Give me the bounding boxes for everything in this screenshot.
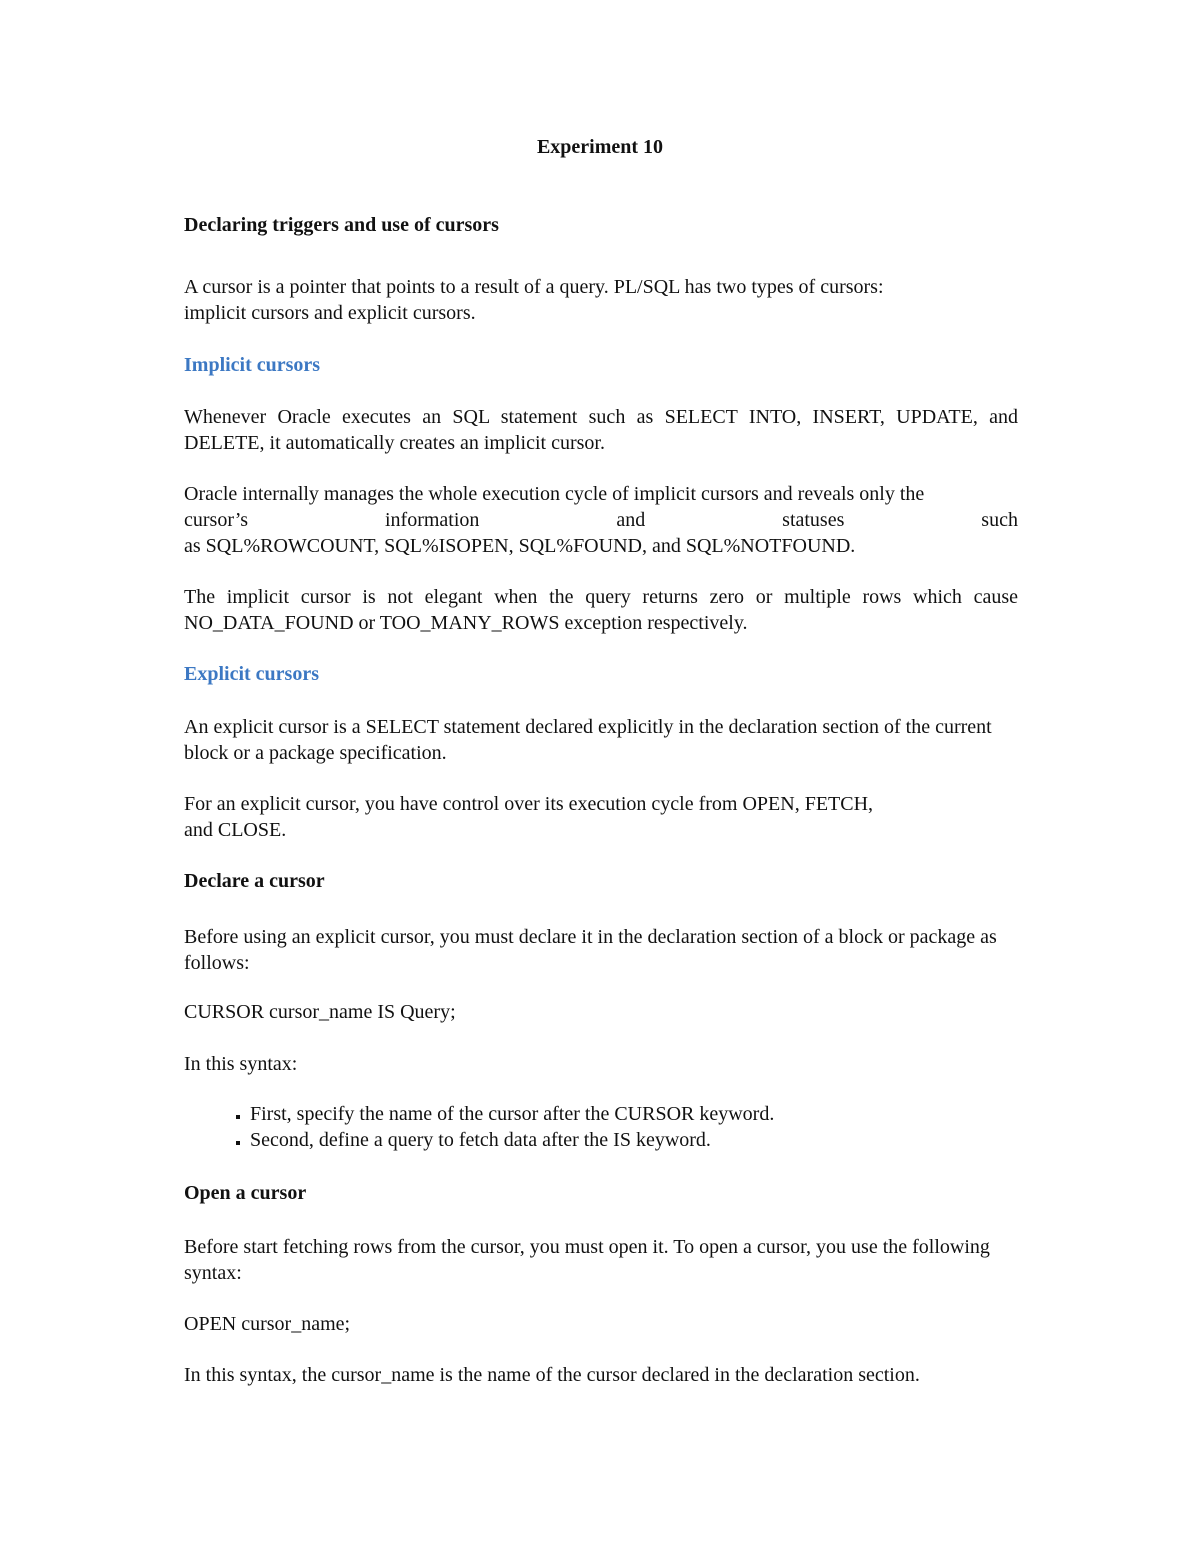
implicit-paragraph-3: The implicit cursor is not elegant when the query returns zero or multiple rows which cause NO_DATA_FOUND or TOO_MANY_ROWS exception respectively. [184, 586, 1018, 634]
declare-cursor-heading: Declare a cursor [184, 870, 325, 892]
implicit-p2-line-3: as SQL%ROWCOUNT, SQL%ISOPEN, SQL%FOUND, and SQL%NOTFOUND. [184, 535, 856, 557]
open-paragraph: Before start fetching rows from the cursor, you must open it. To open a cursor, you use the following syntax: [184, 1236, 990, 1284]
declare-bullet-list [184, 1101, 1084, 1153]
explicit-p2-line-2: and CLOSE. [184, 819, 287, 841]
implicit-paragraph-1: Whenever Oracle executes an SQL statement such as SELECT INTO, INSERT, UPDATE, and DELETE, it automatically creates an implicit cursor. [184, 406, 1018, 454]
intro-line-2: implicit cursors and explicit cursors. [184, 302, 476, 324]
intro-paragraph [184, 274, 1018, 326]
declare-syntax: CURSOR cursor_name IS Query; [184, 1001, 456, 1023]
declare-paragraph: Before using an explicit cursor, you must declare it in the declaration section of a block or package as follows: [184, 926, 997, 974]
explicit-paragraph-1: An explicit cursor is a SELECT statement declared explicitly in the declaration section of the current block or a package specification. [184, 716, 992, 764]
implicit-p2-line-1: Oracle internally manages the whole execution cycle of implicit cursors and reveals only the [184, 483, 925, 505]
word: cursor’s [184, 509, 249, 531]
open-paragraph-2: In this syntax, the cursor_name is the name of the cursor declared in the declaration section. [184, 1364, 920, 1386]
word: and [616, 509, 646, 531]
open-cursor-heading: Open a cursor [184, 1182, 307, 1204]
list-item: ▪ First, specify the name of the cursor after the CURSOR keyword. [250, 1101, 1084, 1127]
implicit-cursors-heading: Implicit cursors [184, 354, 321, 376]
open-syntax: OPEN cursor_name; [184, 1313, 351, 1335]
document-title: Experiment 10 [536, 136, 664, 158]
explicit-paragraph-2 [184, 791, 1018, 843]
explicit-p2-line-1: For an explicit cursor, you have control over its execution cycle from OPEN, FETCH, [184, 793, 874, 815]
intro-line-1: A cursor is a pointer that points to a result of a query. PL/SQL has two types of cursors: [184, 276, 884, 298]
list-item: ▪ Second, define a query to fetch data after the IS keyword. [250, 1127, 1084, 1153]
word: such [981, 509, 1018, 531]
word: information [384, 509, 480, 531]
word: statuses [782, 509, 845, 531]
explicit-cursors-heading: Explicit cursors [184, 663, 319, 685]
declare-syntax-note: In this syntax: [184, 1053, 298, 1075]
implicit-p2-line-2 [184, 507, 1018, 533]
section-heading: Declaring triggers and use of cursors [184, 214, 499, 236]
implicit-paragraph-2 [184, 481, 1018, 559]
